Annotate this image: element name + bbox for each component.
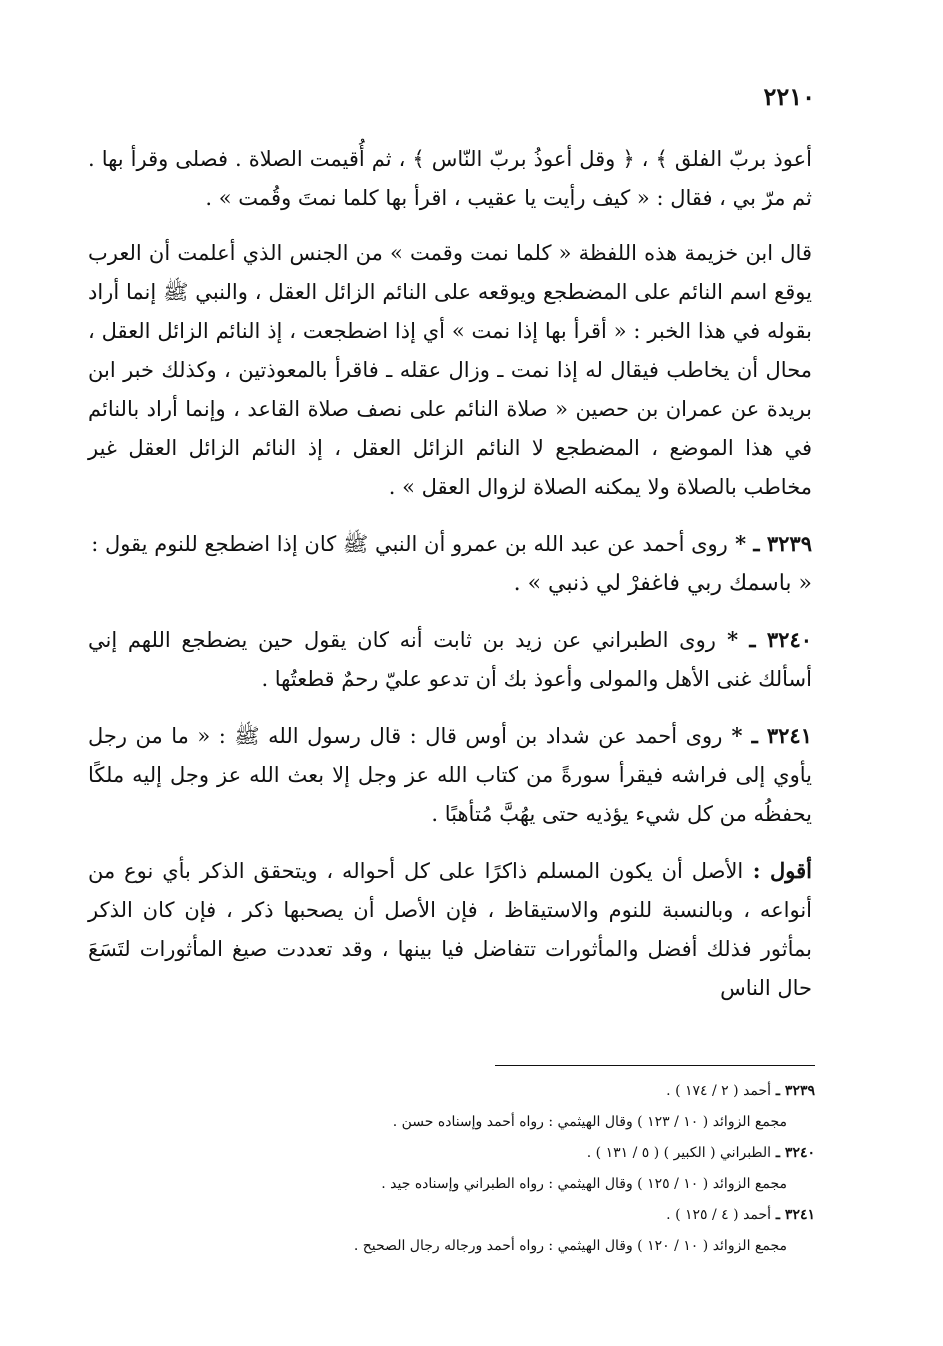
footnote-item — [255, 1200, 815, 1231]
footnote-text: الطبراني ( الكبير ) ( ٥ / ١٣١ ) . — [586, 1145, 772, 1161]
hadith-number: ٣٢٤٠ ـ * — [715, 627, 813, 652]
footnote-text: أحمد ( ٢ / ١٧٤ ) . — [666, 1083, 772, 1099]
hadith-text: روى الطبراني عن زيد بن ثابت أنه كان يقول حين يضطجع اللهم إني أسألك غنى الأهل والمولى وأعوذ بك أن تدعو عليّ رحمٌ قطعتُها . — [88, 628, 812, 691]
paragraph-ibn-khuzaymah — [88, 234, 812, 507]
footnote-item — [255, 1138, 815, 1169]
hadith-3240 — [88, 620, 812, 699]
hadith-number: ٣٢٣٩ ـ * — [727, 531, 812, 556]
footnote-number: ٣٢٣٩ ـ — [771, 1083, 815, 1099]
aqulu-label: أقول : — [743, 858, 813, 883]
hadith-number: ٣٢٤١ ـ * — [722, 723, 812, 748]
footnote-item — [255, 1107, 815, 1138]
main-text — [88, 140, 812, 1025]
footnote-item — [255, 1231, 815, 1262]
footnotes — [255, 1076, 815, 1262]
footnote-item — [255, 1169, 815, 1200]
footnote-item — [255, 1076, 815, 1107]
ibn-khuzaymah-text: قال ابن خزيمة هذه اللفظة « كلما نمت وقمت » من الجنس الذي أعلمت أن العرب يوقع اسم النائم على المضطجع ويوقعه على النائم الزائل العقل ، والنبي ﷺ إنما أراد بقوله في هذا الخبر : « أقرأ بها إذا نمت » أي إذا اضطجعت ، إذ النائم الزائل العقل ، محال أن يخاطب فيقال له إذا نمت ـ وزال عقله ـ فاقرأ بالمعوذتين ، وكذلك خبر ابن بريدة عن عمران بن حصين « صلاة النائم على نصف صلاة القاعد ، وإنما أراد بالنائم في هذا الموضع ، المضطجع لا النائم الزائل العقل ، إذ النائم الزائل العقل غير مخاطب بالصلاة ولا يمكنه الصلاة لزوال العقل » . — [88, 241, 812, 499]
footnote-text: مجمع الزوائد ( ١٠ / ١٢٠ ) وقال الهيثمي : رواه أحمد ورجاله رجال الصحيح . — [353, 1238, 787, 1254]
intro-text: أعوذ بربّ الفلق ﴾ ، ﴿ وقل أعوذُ بربّ النّاس ﴾ ، ثم أُقيمت الصلاة . فصلى وقرأ بها . ثم مرّ بي ، فقال : « كيف رأيت يا عقيب ، اقرأ بها كلما نمتَ وقُمت » . — [88, 147, 812, 210]
paragraph-aqulu — [88, 851, 812, 1008]
hadith-text: روى أحمد عن عبد الله بن عمرو أن النبي ﷺ كان إذا اضطجع للنوم يقول : — [91, 532, 728, 556]
page-number: ٢٢١٠ — [763, 82, 815, 111]
footnote-number: ٣٢٤١ ـ — [771, 1207, 815, 1223]
aqulu-text: الأصل أن يكون المسلم ذاكرًا على كل أحواله ، ويتحقق الذكر بأي نوع من أنواعه ، وبالنسبة للنوم والاستيقاظ ، فإن الأصل أن يصحبها ذكر ، فإن كان الذكر بمأثور فذلك أفضل والمأثورات تتفاضل فيا بينها ، وقد تعددت صيغ المأثورات لتَسَعَ حال الناس — [88, 859, 812, 1000]
hadith-3241 — [88, 716, 812, 834]
footnote-divider — [495, 1065, 815, 1066]
paragraph-intro — [88, 140, 812, 218]
footnote-number: ٣٢٤٠ ـ — [771, 1145, 815, 1161]
footnote-text: مجمع الزوائد ( ١٠ / ١٢٥ ) وقال الهيثمي : رواه الطبراني وإسناده جيد . — [381, 1176, 787, 1192]
hadith-3239 — [88, 524, 812, 603]
hadith-quote: « باسمك ربي فاغفرْ لي ذنبي » . — [513, 571, 812, 596]
hadith-text: روى أحمد عن شداد بن أوس قال : قال رسول الله ﷺ : « ما من رجل يأوي إلى فراشه فيقرأ سورةً من كتاب الله عز وجل إلا بعث الله عز وجل إليه ملكًا يحفظُه من كل شيء يؤذيه حتى يهُبَّ مُتأهبًا . — [88, 724, 812, 826]
footnote-text: مجمع الزوائد ( ١٠ / ١٢٣ ) وقال الهيثمي : رواه أحمد وإسناده حسن . — [392, 1114, 787, 1130]
footnote-text: أحمد ( ٤ / ١٢٥ ) . — [666, 1207, 772, 1223]
